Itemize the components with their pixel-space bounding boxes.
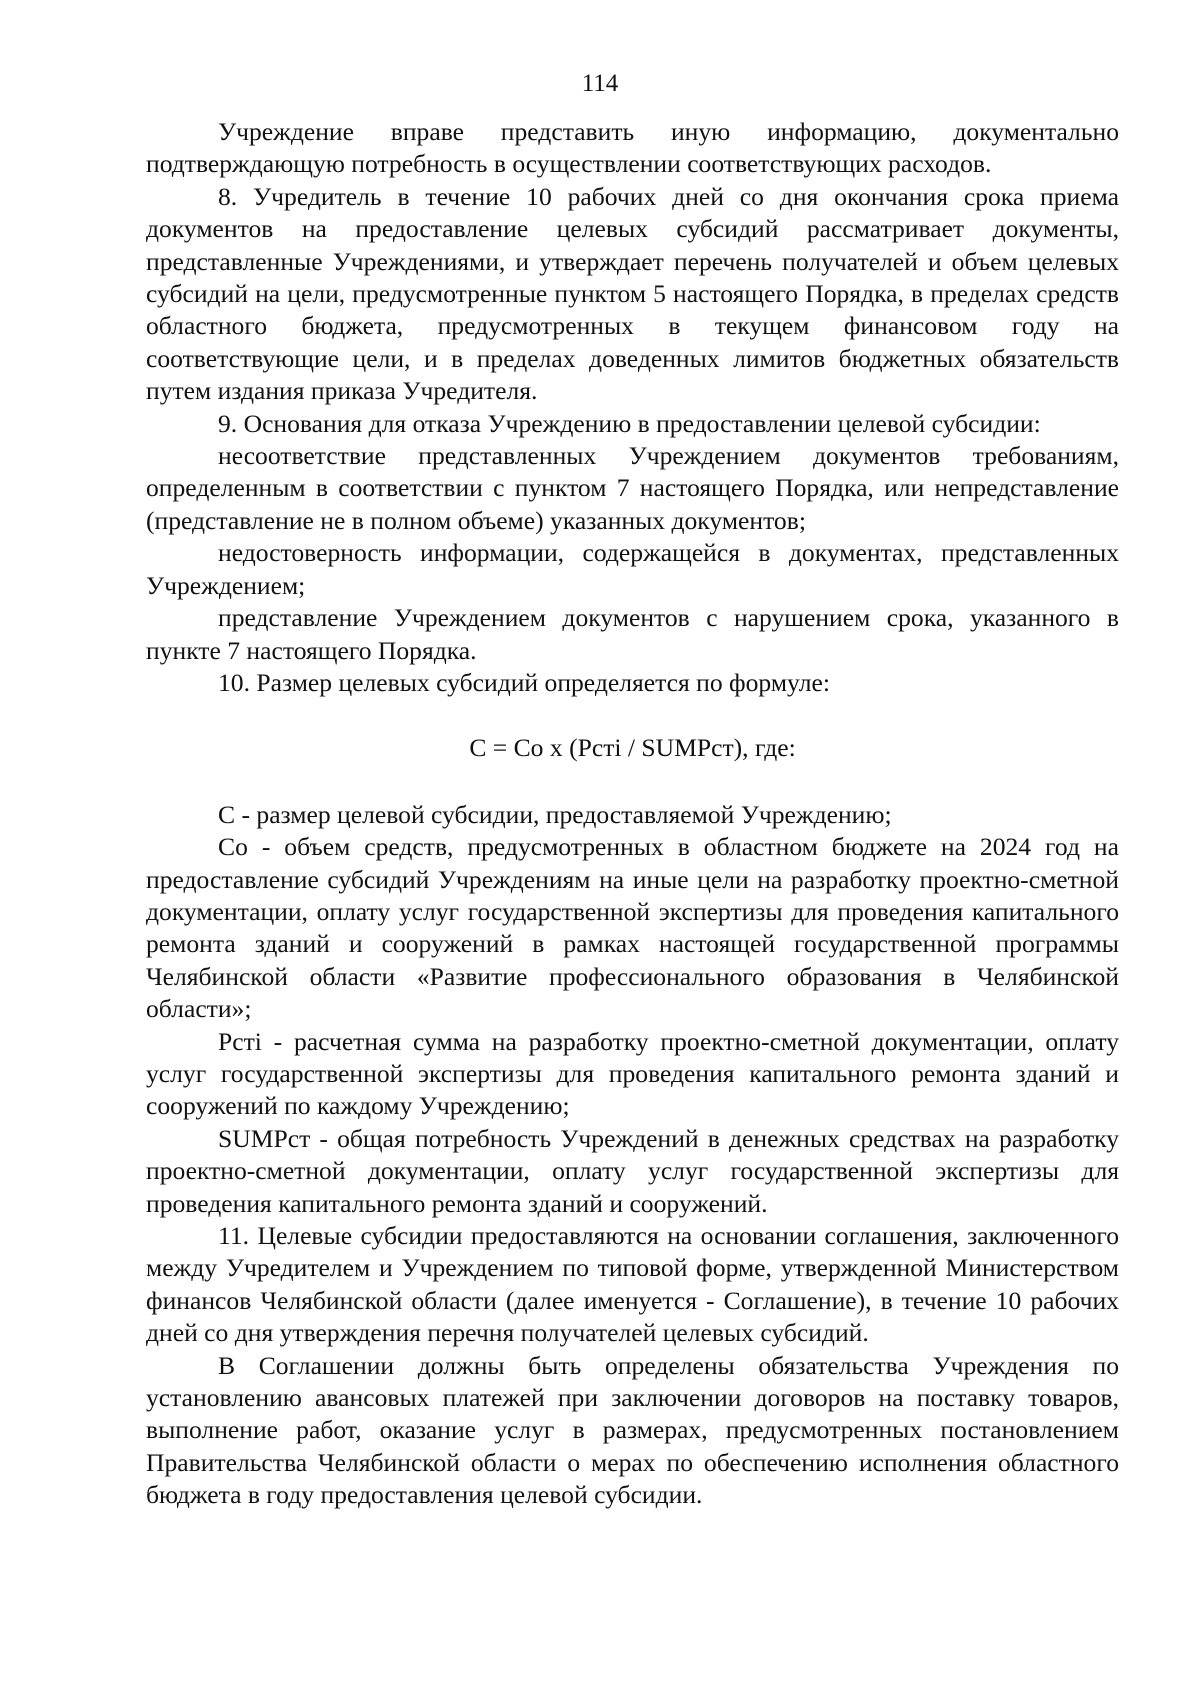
document-body [146,116,1119,1512]
paragraph-refusal-reason-2: недостоверность информации, содержащейся в документах, представленных Учреждением; [146,538,1119,600]
paragraph-refusal-reason-3: представление Учреждением документов с нарушением срока, указанного в пункте 7 настоящего Порядка. [146,603,1119,665]
paragraph-agreement-obligations: В Соглашении должны быть определены обязательства Учреждения по установлению авансовых платежей при заключении договоров на поставку товаров, выполнение работ, оказание услуг в размерах, предусмотренных постановлением Правительства Челябинской области о мерах по обеспечению исполнения областного бюджета в году предоставления целевой субсидии. [146,1350,1119,1510]
paragraph-item-11: 11. Целевые субсидии предоставляются на основании соглашения, заключенного между Учредителем и Учреждением по типовой форме, утвержденной Министерством финансов Челябинской области (далее именуется - Соглашение), в течение 10 рабочих дней со дня утверждения перечня получателей целевых субсидий. [146,1221,1119,1348]
paragraph-definition-pcti: Pcтi - расчетная сумма на разработку проектно-сметной документации, оплату услуг государственной экспертизы для проведения капитального ремонта зданий и сооружений по каждому Учреждению; [146,1026,1119,1121]
paragraph-item-9: 9. Основания для отказа Учреждению в предоставлении целевой субсидии: [218,408,1041,438]
subsidy-formula: C = Co x (Pcтi / SUMPcт), где: [469,733,796,763]
paragraph-item-8: 8. Учредитель в течение 10 рабочих дней со дня окончания срока приема документов на предоставление целевых субсидий рассматривает документы, представленные Учреждениями, и утверждает перечень получателей и объем целевых субсидий на цели, предусмотренные пунктом 5 настоящего Порядка, в пределах средств областного бюджета, предусмотренных в текущем финансовом году на соответствующие цели, и в пределах доведенных лимитов бюджетных обязательств путем издания приказа Учредителя. [146,181,1119,406]
paragraph-other-info: Учреждение вправе представить иную информацию, документально подтверждающую потребность в осуществлении соответствующих расходов. [146,117,1119,179]
paragraph-definition-sumpct: SUMPcт - общая потребность Учреждений в денежных средствах на разработку проектно-сметной документации, оплату услуг государственной экспертизы для проведения капитального ремонта зданий и сооружений. [146,1123,1119,1218]
page-number: 114 [581,70,619,97]
paragraph-definition-c: С - размер целевой субсидии, предоставляемой Учреждению; [218,799,892,829]
paragraph-definition-co: Со - объем средств, предусмотренных в областном бюджете на 2024 год на предоставление субсидий Учреждениям на иные цели на разработку проектно-сметной документации, оплату услуг государственной экспертизы для проведения капитального ремонта зданий и сооружений в рамках настоящей государственной программы Челябинской области «Развитие профессионального образования в Челябинской области»; [146,832,1119,1024]
paragraph-refusal-reason-1: несоответствие представленных Учреждением документов требованиям, определенным в соответствии с пунктом 7 настоящего Порядка, или непредставление (представление не в полном объеме) указанных документов; [146,441,1119,535]
paragraph-item-10: 10. Размер целевых субсидий определяется по формуле: [218,667,830,697]
